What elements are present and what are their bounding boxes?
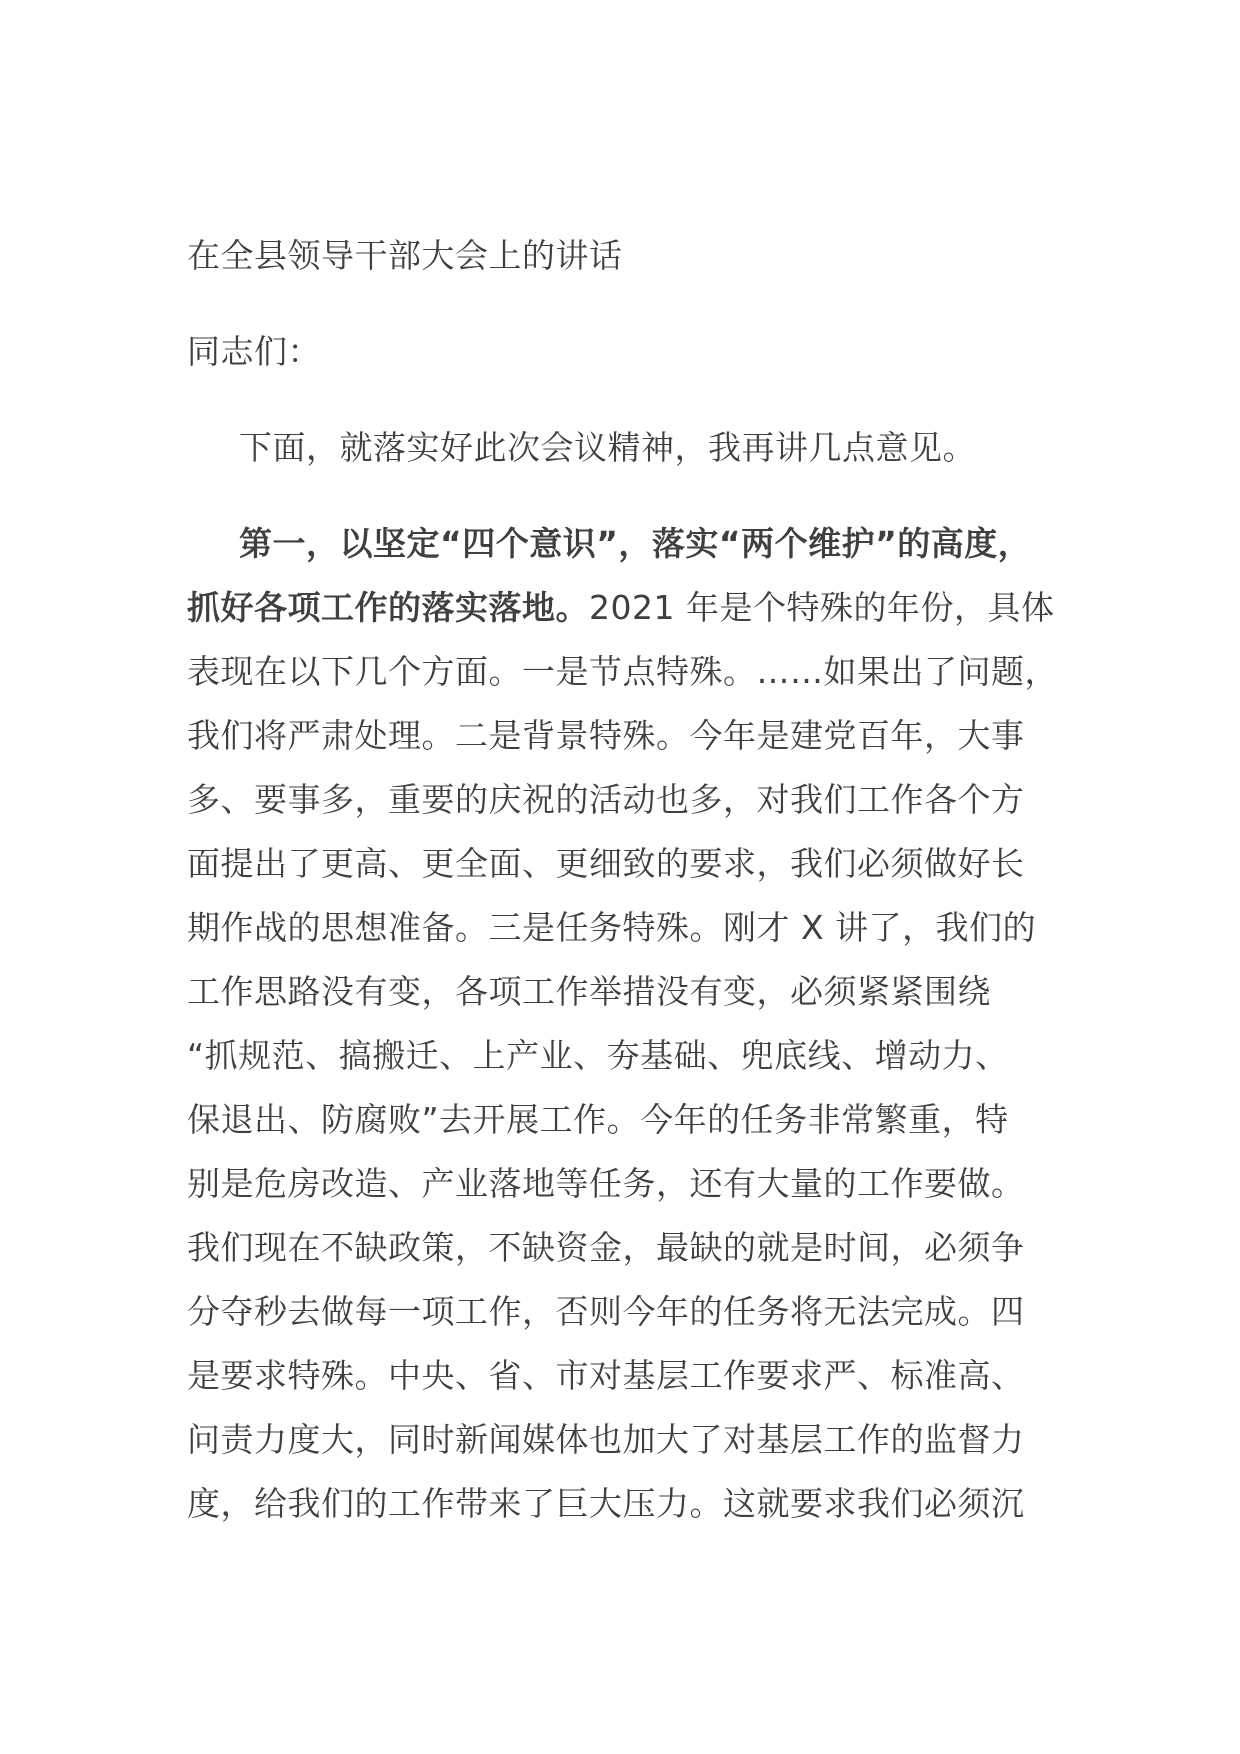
body-line: 别是危房改造、产业落地等任务，还有大量的工作要做。 bbox=[187, 1164, 1025, 1203]
body-line: 我们现在不缺政策，不缺资金，最缺的就是时间，必须争 bbox=[187, 1228, 1025, 1267]
body-line: 我们将严肃处理。二是背景特殊。今年是建党百年，大事 bbox=[187, 716, 1025, 755]
body-line: 面提出了更高、更全面、更细致的要求，我们必须做好长 bbox=[187, 844, 1025, 883]
section-heading-bold: 抓好各项工作的落实落地。 bbox=[187, 588, 589, 627]
body-line: 是要求特殊。中央、省、市对基层工作要求严、标准高、 bbox=[187, 1356, 1025, 1395]
body-line: 表现在以下几个方面。一是节点特殊。……如果出了问题， bbox=[187, 652, 1058, 691]
body-line: 度，给我们的工作带来了巨大压力。这就要求我们必须沉 bbox=[187, 1484, 1025, 1523]
intro-paragraph: 下面，就落实好此次会议精神，我再讲几点意见。 bbox=[239, 428, 976, 467]
body-line: 工作思路没有变，各项工作举措没有变，必须紧紧围绕 bbox=[187, 972, 991, 1011]
section-heading-line1: 第一，以坚定“四个意识”，落实“两个维护”的高度， bbox=[239, 524, 1032, 563]
body-line: 保退出、防腐败”去开展工作。今年的任务非常繁重，特 bbox=[187, 1100, 1009, 1139]
body-line: 问责力度大，同时新闻媒体也加大了对基层工作的监督力 bbox=[187, 1420, 1025, 1459]
body-line: 多、要事多，重要的庆祝的活动也多，对我们工作各个方 bbox=[187, 780, 1025, 819]
body-line: “抓规范、搞搬迁、上产业、夯基础、兜底线、增动力、 bbox=[187, 1036, 1009, 1075]
greeting: 同志们： bbox=[187, 332, 321, 371]
section-body-start: 2021 年是个特殊的年份，具体 bbox=[589, 588, 1055, 627]
body-line: 期作战的思想准备。三是任务特殊。刚才 X 讲了，我们的 bbox=[187, 908, 1037, 947]
document-title: 在全县领导干部大会上的讲话 bbox=[187, 236, 623, 275]
section-heading-line2 bbox=[187, 588, 1054, 628]
body-line: 分夺秒去做每一项工作，否则今年的任务将无法完成。四 bbox=[187, 1292, 1025, 1331]
